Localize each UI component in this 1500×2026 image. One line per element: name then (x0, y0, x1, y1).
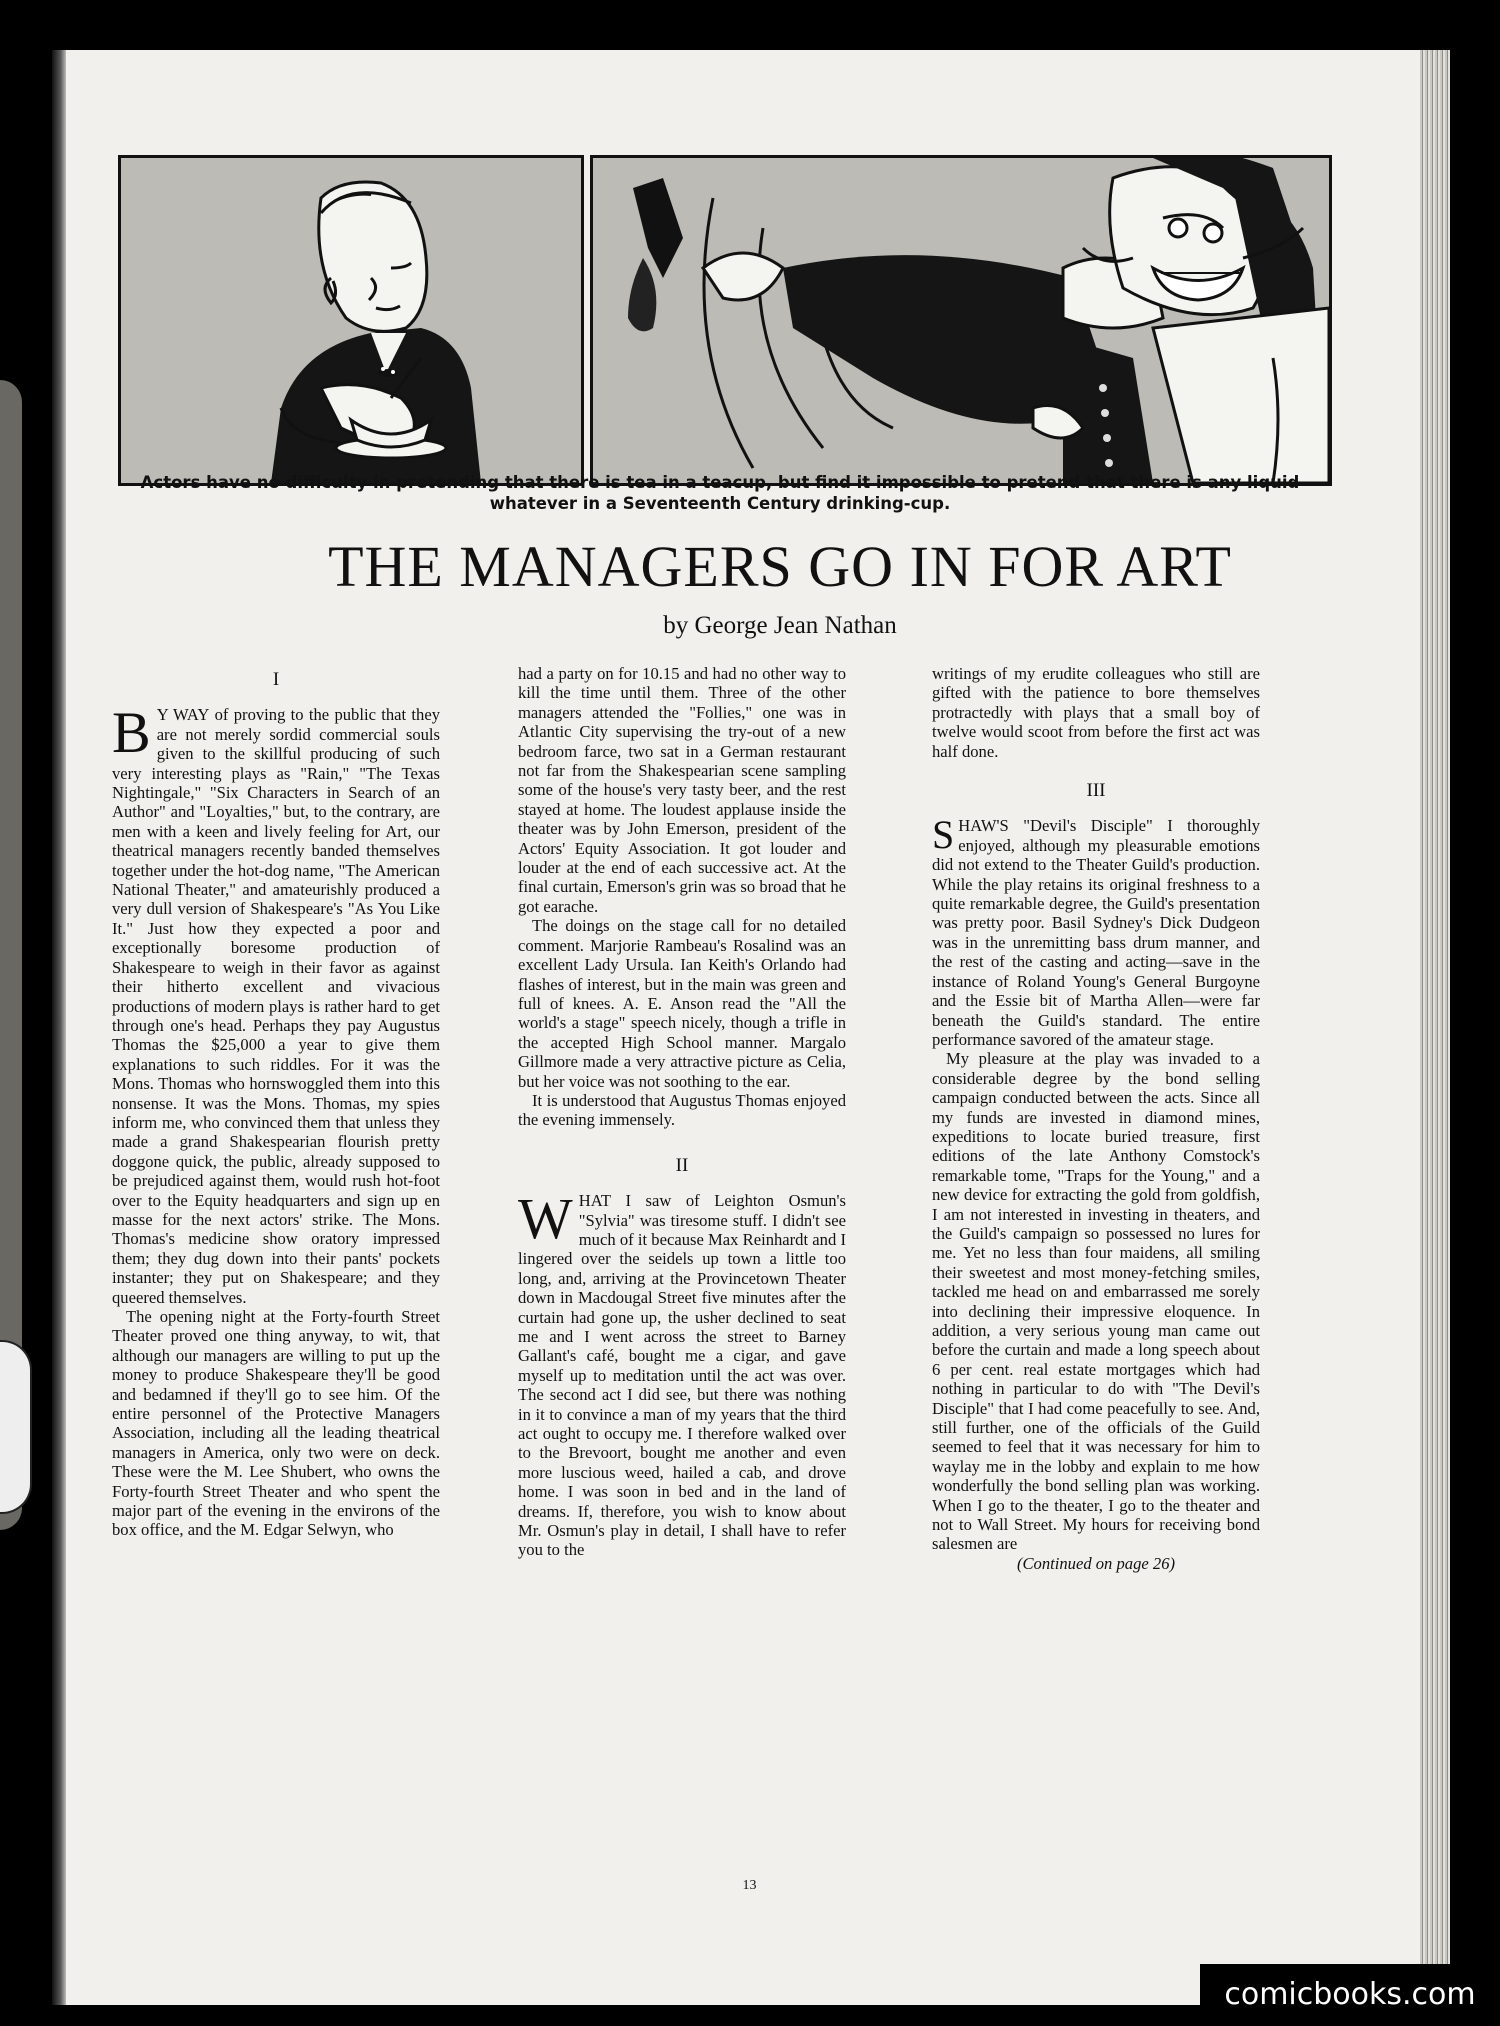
continued-note: (Continued on page 26) (1016, 1553, 1176, 1573)
book-spine (52, 50, 66, 2005)
lead-in: HAW'S (958, 816, 1009, 836)
paragraph-text: "Devil's Disciple" I thoroughly enjoyed, although my pleasurable emotions did not extend to the Theater Guild's production. While the play retains its original freshness to a quite remarkable degree, the Guild's presentation was pretty poor. Basil Sydney's Dick Dudgeon was in the unremitting bass drum manner, and the rest of the casting and acting—save in the instance of Roland Young's General Burgoyne and the Essie bit of Martha Allen—were far beneath the Guild's standard. The entire performance savored of the amateur stage. (932, 816, 1260, 1049)
paragraph (112, 700, 440, 1307)
illustration-teacup-actor (118, 155, 584, 486)
paragraph (932, 812, 1260, 1049)
paragraph: had a party on for 10.15 and had no other way to kill the time until them. Three of the other managers attended the "Follies," one was in Atlantic City supervising the try-out of a new bedroom farce, two sat in a German restaurant not far from the Shakespearian scene sampling some of the house's very tasty beer, and the rest stayed at home. The loudest applause inside the theater was by John Emerson, president of the Actors' Equity Association. It got louder and louder at the end of each successive act. At the final curtain, Emerson's grin was so broad that he got earache. (518, 664, 846, 916)
paragraph: The opening night at the Forty-fourth Street Theater proved one thing anyway, to wit, that although our managers are willing to put up the money to produce Shakespeare they'll be good and bedamned if they'll go to see him. Of the entire personnel of the Protective Managers Association, including all the leading theatrical managers in America, only two were on deck. These were the M. Lee Shubert, who owns the Forty-fourth Street Theater and who spent the major part of the evening in the environs of the box office, and the M. Edgar Selwyn, who (112, 1307, 440, 1540)
article-title: THE MANAGERS GO IN FOR ART (328, 534, 1232, 599)
paragraph: It is understood that Augustus Thomas enjoyed the evening immensely. (518, 1090, 846, 1130)
column-1 (112, 664, 440, 1540)
lead-in: Y WAY (156, 705, 210, 725)
illustration-caption: Actors have no difficulty in pretending that there is tea in a teacup, but find it impossible to pretend that there is any liquid whatever in a Seventeenth Century drinking-cup. (140, 473, 1300, 513)
page-stack-edge (1420, 50, 1450, 2005)
page-number: 13 (742, 1878, 757, 1893)
drop-cap: S (932, 812, 955, 858)
article-byline: by George Jean Nathan (663, 612, 897, 639)
paragraph: writings of my erudite colleagues who still are gifted with the patience to bore themselves protractedly with plays that a small boy of twelve would scoot from before the first act was half done. (932, 664, 1260, 761)
paragraph (518, 1186, 846, 1560)
paragraph: My pleasure at the play was invaded to a considerable degree by the bond selling campaign conducted between the acts. Since all my funds are invested in diamond mines, expeditions to locate buried treasure, first editions of the late Anthony Comstock's remarkable tome, "Traps for the Young," and a new device for extracting the gold from goldfish, I am not interested in investing in theaters, and the Guild's campaign so possessed no lures for me. Yet no less than four maidens, all smiling their sweetest and most money-fetching smiles, tackled me head on and embarrassed me sorely into declining their impressive eloquence. In addition, a very serious young man came out before the curtain and made a long speech about 6 per cent. real estate mortgages which had nothing in particular to do with "The Devil's Disciple" that I had come peacefully to see. And, still further, one of the officials of the Guild seemed to feel that it was necessary for him to waylay me in the lobby and explain to me how wonderfully the bond selling plan was working. When I go to the theater, I go to the theater and not to Wall Street. My hours for receiving bond salesmen are (932, 1049, 1260, 1554)
paragraph-text: of proving to the public that they are not merely sordid commercial souls given to the skillful producing of such very interesting plays as "Rain," "The Texas Nightingale," "Six Characters in Search of an Author" and "Loyalties," but, to the contrary, are men with a keen and lively feeling for Art, our theatrical managers recently banded themselves together under the hot-dog name, "The American National Theater," and amateurishly produced a very dull version of Shakespeare's "As You Like It." Just how they expected a poor and exceptionally boresome production of Shakespeare to weigh in their favor as against their hitherto excellent and vivacious productions of modern plays is rather hard to get through one's head. Perhaps they pay Augustus Thomas the $25,000 a year to give them explanations to such riddles. For it was the Mons. Thomas who hornswoggled them into this nonsense. It was the Mons. Thomas, my spies inform me, who convinced them that unless they made a grand Shakespearian flourish pretty doggone quick, the public, already supposed to be prejudiced against them, would rush hot-foot over to the Equity headquarters and sign up en masse for the next actors' strike. The Mons. Thomas's medicine show oratory impressed them; they dug down into their pants' pockets instanter; they put on Shakespeare; and they queered themselves. (112, 705, 440, 1307)
paragraph-text: I saw of Leighton Osmun's "Sylvia" was tiresome stuff. I didn't see much of it because Max Reinhardt and I lingered over the seidels up town a little too long, and, arriving at the Provincetown Theater down in Macdougal Street five minutes after the curtain had gone up, the usher declined to seat me and I went across the street to Barney Gallant's café, bought me a cigar, and gave myself up to meditation until the act was over. The second act I did see, but there was nothing in it to convince a man of my years that the third act ought to occupy me. I therefore walked over to the Brevoort, bought me another and even more luscious weed, hailed a cab, and drove home. I was soon in bed and in the land of dreams. If, therefore, you wish to know about Mr. Osmun's play in detail, I shall have to refer you to the (518, 1191, 846, 1560)
drop-cap: W (518, 1186, 573, 1252)
column-3 (932, 664, 1260, 1573)
section-heading: II (675, 1154, 689, 1176)
drop-cap: B (112, 700, 151, 766)
lead-in: HAT (578, 1191, 612, 1211)
section-heading: III (1086, 780, 1106, 802)
section-heading: I (272, 669, 280, 690)
adjacent-page-illustration (0, 1340, 32, 1514)
column-2 (518, 664, 846, 1560)
paragraph: The doings on the stage call for no detailed comment. Marjorie Rambeau's Rosalind was an excellent Lady Ursula. Ian Keith's Orlando had flashes of interest, but in the main was green and full of knees. A. E. Anson read the "All the world's a stage" speech nicely, though a trifle in the accepted High School manner. Margalo Gillmore made a very attractive picture as Celia, but her voice was not soothing to the ear. (518, 916, 846, 1091)
illustration-drinking-cup-actor (590, 155, 1332, 486)
watermark: comicbooks.com (1200, 1964, 1500, 2026)
